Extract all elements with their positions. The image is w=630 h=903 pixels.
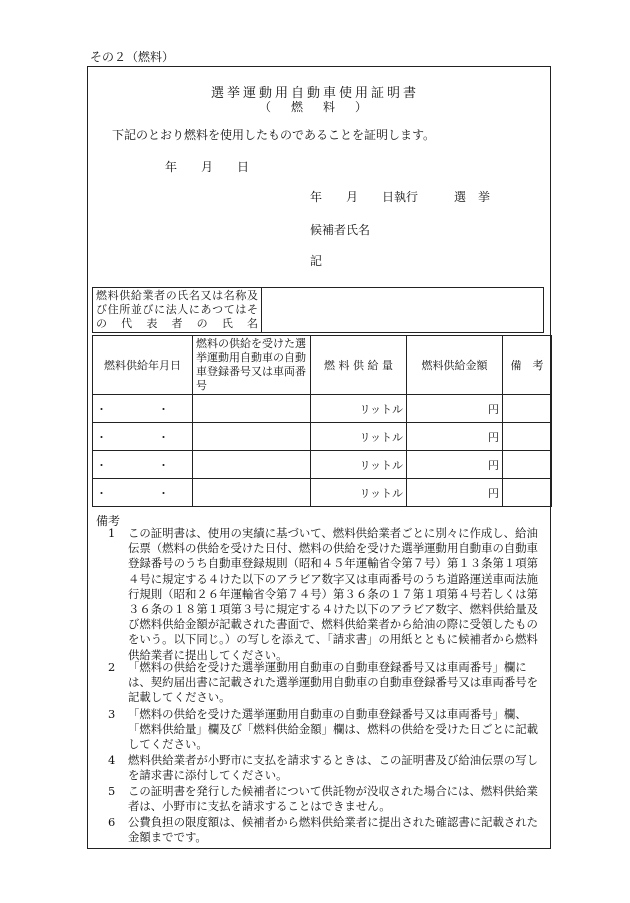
document-subtitle: （ 燃 料 ）	[258, 100, 371, 114]
supplier-value-cell	[262, 288, 544, 333]
candidate-name-label: 候補者氏名	[310, 223, 371, 237]
election-date-field: 年 月 日執行 選 挙	[310, 190, 491, 204]
header-remarks: 備 考	[503, 336, 552, 395]
table-row	[93, 423, 552, 451]
header-supply-date: 燃料供給年月日	[93, 336, 193, 395]
row-date: ・ ・	[93, 479, 193, 507]
ki-marker: 記	[310, 254, 323, 268]
row-price-unit: 円	[407, 451, 503, 479]
note-text: 公費負担の限度額は、候補者から燃料供給業者に提出された確認書に記載された金額までです。	[128, 815, 539, 845]
supplier-table	[92, 287, 544, 333]
row-date: ・ ・	[93, 395, 193, 423]
note-4	[108, 753, 540, 783]
note-6	[108, 815, 540, 845]
row-price-unit: 円	[407, 423, 503, 451]
row-amount-unit: リットル	[311, 423, 407, 451]
note-number: 1	[108, 526, 116, 540]
note-text: 「燃料の供給を受けた選挙運動用自動車の自動車登録番号又は車両番号」欄、「燃料供給量」欄及び「燃料供給金額」欄は、燃料の供給を受けた日ごとに記載してください。	[128, 707, 539, 752]
header-vehicle-number: 燃料の供給を受けた選挙運動用自動車の自動車登録番号又は車両番号	[193, 336, 311, 395]
row-date: ・ ・	[93, 423, 193, 451]
note-1	[108, 526, 540, 663]
header-fuel-amount: 燃 料 供 給 量	[311, 336, 407, 395]
row-vehicle	[193, 395, 311, 423]
note-number: 2	[108, 660, 116, 674]
table-row	[93, 451, 552, 479]
notes-heading: 備考	[96, 514, 121, 528]
note-text: この証明書は、使用の実績に基づいて、燃料供給業者ごとに別々に作成し、給油伝票（燃料の供給を受けた日付、燃料の供給を受けた選挙運動用自動車の自動車登録番号のうち自動車登録規則（昭和４５年運輸省令第７号）第１３条第１項第４号に規定する４けた以下のアラビア数字又は車両番号のうち道路運送車両法施行規則（昭和２６年運輸省令第７４号）第３６条の１７第１項第４号若しくは第３６条の１８第１項第３号に規定する４けた以下のアラビア数字、燃料供給量及び燃料供給金額が記載された書面で、燃料供給業者から給油の際に受領したものをいう。以下同じ。）の写しを添えて、「請求書」の用紙とともに候補者から燃料供給業者に提出してください。	[128, 526, 539, 662]
issue-date-field: 年 月 日	[165, 160, 250, 174]
note-number: 5	[108, 784, 116, 798]
table-row	[93, 479, 552, 507]
row-amount-unit: リットル	[311, 451, 407, 479]
document-title: 選挙運動用自動車使用証明書	[210, 86, 419, 101]
note-3	[108, 707, 540, 753]
fuel-supply-table	[92, 335, 552, 507]
certification-statement: 下記のとおり燃料を使用したものであることを証明します。	[112, 128, 436, 142]
row-vehicle	[193, 479, 311, 507]
row-vehicle	[193, 423, 311, 451]
form-caption: その２（燃料）	[90, 50, 175, 64]
row-price-unit: 円	[407, 479, 503, 507]
row-remarks	[503, 479, 552, 507]
row-remarks	[503, 423, 552, 451]
note-text: 「燃料の供給を受けた選挙運動用自動車の自動車登録番号又は車両番号」欄には、契約届出書に記載された選挙運動用自動車の自動車登録番号又は車両番号を記載してください。	[128, 660, 539, 705]
note-text: この証明書を発行した候補者について供託物が没収された場合には、燃料供給業者は、小野市に支払を請求することはできません。	[128, 784, 538, 814]
row-remarks	[503, 395, 552, 423]
note-number: 4	[108, 753, 116, 767]
supplier-label: 燃料供給業者の氏名又は名称及び住所並びに法人にあつてはその代表者の氏名	[93, 288, 262, 333]
row-amount-unit: リットル	[311, 479, 407, 507]
header-fuel-price: 燃料供給金額	[407, 336, 503, 395]
table-row	[93, 395, 552, 423]
note-number: 3	[108, 707, 116, 721]
note-number: 6	[108, 815, 116, 829]
note-text: 燃料供給業者が小野市に支払を請求するときは、この証明書及び給油伝票の写しを請求書に添付してください。	[128, 753, 539, 783]
row-vehicle	[193, 451, 311, 479]
note-2	[108, 660, 540, 706]
row-amount-unit: リットル	[311, 395, 407, 423]
row-price-unit: 円	[407, 395, 503, 423]
row-date: ・ ・	[93, 451, 193, 479]
note-5	[108, 784, 540, 814]
row-remarks	[503, 451, 552, 479]
